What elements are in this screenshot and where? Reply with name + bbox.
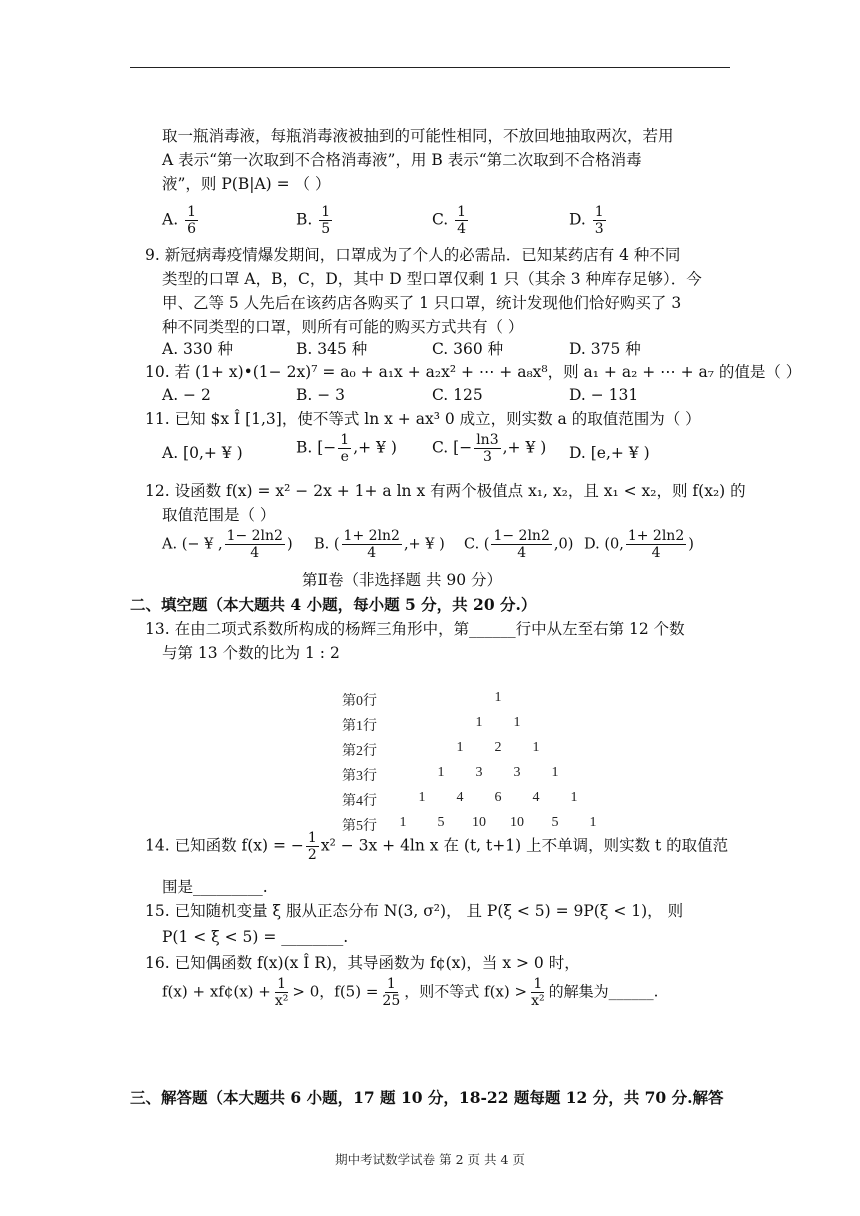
q8-option-a: A. $\frac{1}{6}$ (162, 204, 196, 237)
triangle-row (338, 740, 628, 765)
triangle-row (338, 690, 628, 715)
section-2-heading: 二、填空题（本大题共 4 小题，每小题 5 分，共 20 分.） (130, 595, 537, 614)
q12-line1: 12. 设函数 f(x) = x² − 2x + 1+ a ln x 有两个极值点 x₁, x₂，且 x₁ < x₂，则 f(x₂) 的 (145, 482, 746, 500)
triangle-row (338, 765, 628, 790)
triangle-value: 1 (456, 740, 464, 755)
triangle-value: 1 (589, 815, 597, 830)
q8-line3: 液”，则 P(B|A) = （ ） (162, 175, 331, 193)
q15-line2: P(1 < ξ < 5) = ________. (162, 928, 349, 946)
part-ii-title: 第Ⅱ卷（非选择题 共 90 分） (302, 571, 503, 589)
triangle-value: 3 (475, 765, 483, 780)
triangle-row-label: 第0行 (342, 694, 377, 709)
triangle-value: 1 (437, 765, 445, 780)
q16-line1: 16. 已知偶函数 f(x)(x Î R)，其导函数为 f¢(x)，当 x > 0 时， (145, 954, 580, 972)
q16-line2: f(x) + xf¢(x) + $\frac{1}{\text{x²}}$ > 0，f(5) = $\frac{1}{25}$ ，则不等式 f(x) > $\frac{1}{\text{x²}}$ 的解集为______. (162, 976, 659, 1009)
q14-line2: 围是_________. (162, 878, 268, 896)
q11-option-b: B. [− $\frac{1}{e}$ ,+ ¥ ) (296, 432, 397, 465)
q10-option-c: C. 125 (432, 386, 483, 404)
q8-line1: 取一瓶消毒液，每瓶消毒液被抽到的可能性相同，不放回地抽取两次，若用 (162, 127, 674, 145)
q10-option-d: D. − 131 (569, 386, 639, 404)
q9-line1: 9. 新冠病毒疫情爆发期间，口罩成为了个人的必需品．已知某药店有 4 种不同 (145, 246, 681, 264)
triangle-value: 1 (494, 690, 502, 705)
triangle-value: 5 (551, 815, 559, 830)
q10-line1: 10. 若 (1+ x)•(1− 2x)⁷ = a₀ + a₁x + a₂x² + ⋯ + a₈x⁸，则 a₁ + a₂ + ⋯ + a₇ 的值是（ ） (145, 363, 802, 381)
q8-option-c: C. $\frac{1}{4}$ (432, 204, 467, 237)
triangle-value: 1 (551, 765, 559, 780)
triangle-value: 5 (437, 815, 445, 830)
q9-line2: 类型的口罩 A，B，C，D，其中 D 型口罩仅剩 1 只（其余 3 种库存足够）．今 (162, 270, 702, 288)
triangle-value: 1 (418, 790, 426, 805)
q9-option-d: D. 375 种 (569, 340, 641, 358)
q11-option-a: A. [0,+ ¥ ) (162, 444, 243, 462)
q13-line1: 13. 在由二项式系数所构成的杨辉三角形中，第______行中从左至右第 12 个数 (145, 620, 685, 638)
q15-line1: 15. 已知随机变量 ξ 服从正态分布 N(3, σ²)， 且 P(ξ < 5) = 9P(ξ < 1)， 则 (145, 902, 684, 920)
q12-option-d: D. (0, $\frac{1+ 2\ln 2}{4}$ ) (584, 528, 694, 561)
q10-option-a: A. − 2 (162, 386, 211, 404)
q12-line2: 取值范围是（ ） (162, 506, 276, 524)
header-rule (130, 67, 730, 68)
triangle-row-label: 第2行 (342, 744, 377, 759)
triangle-value: 10 (510, 815, 524, 830)
triangle-value: 6 (494, 790, 502, 805)
triangle-row-label: 第1行 (342, 719, 377, 734)
q12-option-b: B. ( $\frac{1+ 2\ln 2}{4}$ ,+ ¥ ) (314, 528, 445, 561)
pascal-triangle-figure (338, 690, 628, 840)
q13-line2: 与第 13 个数的比为 1 : 2 (162, 644, 340, 662)
triangle-value: 4 (532, 790, 540, 805)
q11-option-d: D. [e,+ ¥ ) (569, 444, 650, 462)
triangle-value: 1 (570, 790, 578, 805)
triangle-value: 1 (532, 740, 540, 755)
triangle-row-label: 第5行 (342, 819, 377, 834)
triangle-value: 4 (456, 790, 464, 805)
q9-line4: 种不同类型的口罩，则所有可能的购买方式共有（ ） (162, 318, 524, 336)
triangle-row-label: 第3行 (342, 769, 377, 784)
triangle-value: 1 (399, 815, 407, 830)
q9-line3: 甲、乙等 5 人先后在该药店各购买了 1 只口罩，统计发现他们恰好购买了 3 (162, 294, 682, 312)
page-footer: 期中考试数学试卷 第 2 页 共 4 页 (335, 1152, 525, 1167)
q12-option-c: C. ( $\frac{1- 2\ln 2}{4}$ ,0) (464, 528, 574, 561)
q11-option-c: C. [− $\frac{\ln 3}{3}$ ,+ ¥ ) (432, 432, 547, 465)
q9-option-c: C. 360 种 (432, 340, 504, 358)
triangle-row (338, 715, 628, 740)
section-3-heading: 三、解答题（本大题共 6 小题，17 题 10 分，18-22 题每题 12 分，共 70 分.解答 (130, 1088, 724, 1107)
q12-option-a: A. (− ¥ , $\frac{1- 2\ln 2}{4}$ ) (162, 528, 293, 561)
q8-option-b: B. $\frac{1}{5}$ (296, 204, 331, 237)
q11-line1: 11. 已知 $x Î [1,3]，使不等式 ln x + ax³ 0 成立，则实数 a 的取值范围为（ ） (145, 410, 701, 428)
triangle-value: 2 (494, 740, 502, 755)
q9-option-b: B. 345 种 (296, 340, 368, 358)
q14-line1: 14. 已知函数 f(x) = − $\frac{1}{2}$ x² − 3x + 4ln x 在 (t, t+1) 上不单调，则实数 t 的取值范 (145, 830, 729, 863)
triangle-value: 10 (472, 815, 486, 830)
triangle-row (338, 790, 628, 815)
q10-option-b: B. − 3 (296, 386, 346, 404)
triangle-value: 1 (475, 715, 483, 730)
q8-option-d: D. $\frac{1}{3}$ (569, 204, 604, 237)
triangle-value: 3 (513, 765, 521, 780)
q9-option-a: A. 330 种 (162, 340, 234, 358)
q8-line2: A 表示“第一次取到不合格消毒液”，用 B 表示“第二次取到不合格消毒 (162, 151, 642, 169)
triangle-value: 1 (513, 715, 521, 730)
triangle-row-label: 第4行 (342, 794, 377, 809)
